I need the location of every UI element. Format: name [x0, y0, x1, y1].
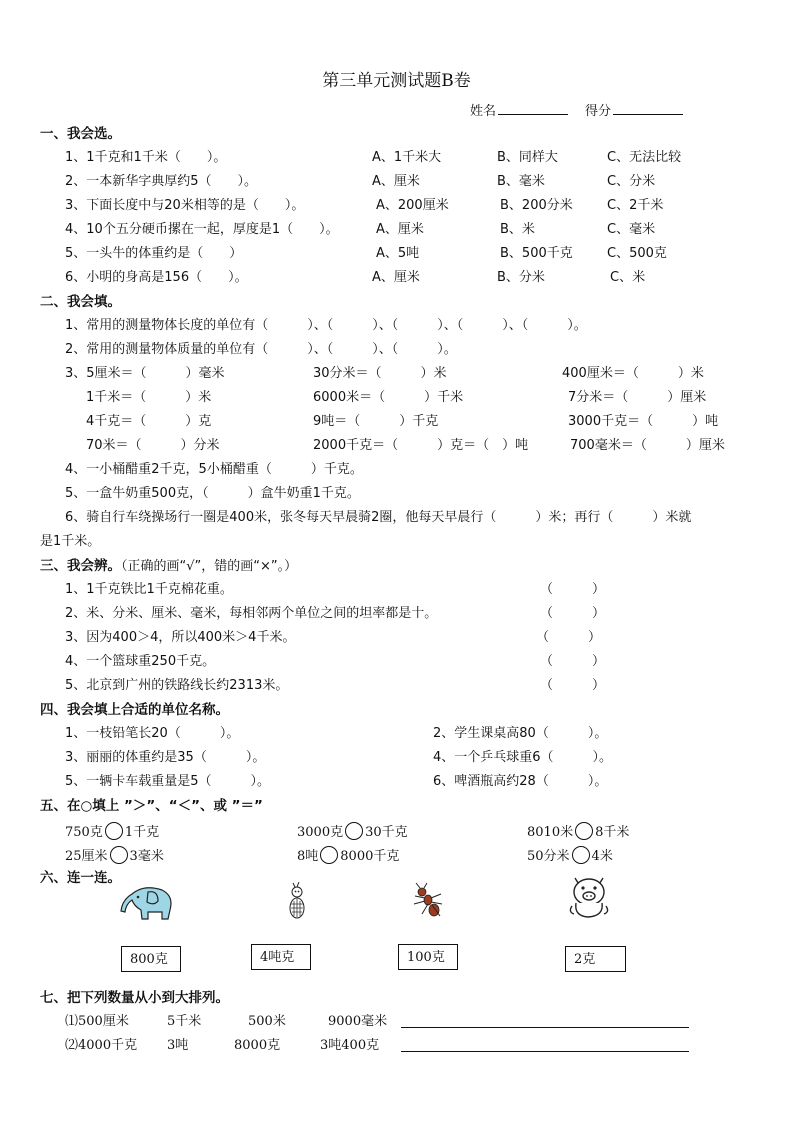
s4-item-1[interactable]: 1、一枝铅笔长20（ ）。 — [65, 726, 240, 741]
s4-item-2[interactable]: 2、学生课桌高80（ ）。 — [433, 726, 608, 741]
s3-item-1: 1、1千克铁比1千克棉花重。 — [65, 582, 233, 597]
s2-q3-r4-c1[interactable]: 70米＝（ ）分米 — [86, 438, 220, 453]
s3-answer-2[interactable]: （ ） — [540, 606, 606, 621]
s1-q2-option-c[interactable]: C、分米 — [607, 174, 656, 189]
compare-circle[interactable] — [572, 846, 590, 864]
section-1-title: 一、我会选。 — [40, 126, 121, 142]
s2-q4[interactable]: 4、一小桶醋重2千克，5小桶醋重（ ）千克。 — [65, 462, 363, 477]
s3-answer-4[interactable]: （ ） — [540, 654, 606, 669]
name-field[interactable]: 姓名 — [470, 102, 568, 120]
s1-q2-option-b[interactable]: B、毫米 — [497, 174, 545, 189]
s7-answer-line-2[interactable] — [401, 1051, 689, 1052]
s7-r1-item-4: 9000毫米 — [328, 1014, 388, 1029]
s1-q4-option-b[interactable]: B、米 — [500, 222, 535, 237]
section-5-title: 五、在○填上 ”＞”、“＜”、或 ”＝” — [40, 798, 263, 814]
s3-item-4: 4、一个篮球重250千克。 — [65, 654, 216, 669]
s1-q3-option-c[interactable]: C、2千米 — [607, 198, 664, 213]
s1-q4-option-c[interactable]: C、毫米 — [607, 222, 656, 237]
s3-answer-5[interactable]: （ ） — [540, 678, 606, 693]
s2-q3-r2-c2[interactable]: 6000米＝（ ）千米 — [313, 390, 464, 405]
s2-q3-r2-c3[interactable]: 7分米＝（ ）厘米 — [568, 390, 707, 405]
s7-r1-item-3: 500米 — [248, 1014, 286, 1029]
s1-q1-option-a[interactable]: A、1千米大 — [372, 150, 442, 165]
compare-circle[interactable] — [110, 846, 128, 864]
s4-item-4[interactable]: 4、一个乒乓球重6（ ）。 — [433, 750, 613, 765]
s5-compare-5: 8吨 8000千克 — [297, 846, 399, 865]
s2-q3-r4-c2[interactable]: 2000千克＝（ ）克＝（ ）吨 — [313, 438, 529, 453]
weight-box-4[interactable]: 2克 — [565, 946, 626, 972]
s1-q3-option-a[interactable]: A、200厘米 — [376, 198, 449, 213]
section-3-title: 三、我会辨。 — [40, 558, 121, 574]
s7-r1-item-1: ⑴500厘米 — [65, 1014, 129, 1029]
s1-q1-option-b[interactable]: B、同样大 — [497, 150, 558, 165]
s2-q3-r1-c1[interactable]: 3、5厘米＝（ ）毫米 — [65, 366, 225, 381]
s1-q3-option-b[interactable]: B、200分米 — [500, 198, 573, 213]
s7-r2-item-4: 3吨400克 — [320, 1038, 380, 1053]
s2-q6-line1[interactable]: 6、骑自行车绕操场行一圈是400米，张冬每天早晨骑2圈，他每天早晨行（ ）米；再行（ ）米就 — [65, 510, 692, 525]
s7-r2-item-3: 8000克 — [234, 1038, 281, 1053]
section-6-title: 六、连一连。 — [40, 870, 121, 886]
s4-item-6[interactable]: 6、啤酒瓶高约28（ ）。 — [433, 774, 608, 789]
s5-compare-1: 750克 1千克 — [65, 822, 159, 841]
section-2-title: 二、我会填。 — [40, 294, 121, 310]
s7-r2-item-1: ⑵4000千克 — [65, 1038, 138, 1053]
page-title: 第三单元测试题B卷 — [322, 71, 471, 91]
s5-compare-4: 25厘米 3毫米 — [65, 846, 164, 865]
section-7-title: 七、把下列数量从小到大排列。 — [40, 990, 229, 1006]
s2-q3-r3-c1[interactable]: 4千克＝（ ）克 — [86, 414, 212, 429]
s1-q4-option-a[interactable]: A、厘米 — [376, 222, 424, 237]
s2-q3-r1-c3[interactable]: 400厘米＝（ ）米 — [562, 366, 704, 381]
s3-item-5: 5、北京到广州的铁路线长约2313米。 — [65, 678, 289, 693]
s2-q3-r1-c2[interactable]: 30分米＝（ ）米 — [313, 366, 447, 381]
score-field[interactable]: 得分 — [585, 102, 683, 120]
s1-q5-option-c[interactable]: C、500克 — [607, 246, 667, 261]
s3-answer-1[interactable]: （ ） — [540, 582, 606, 597]
s1-q5: 5、一头牛的体重约是（ ） — [65, 246, 243, 261]
s4-item-3[interactable]: 3、丽丽的体重约是35（ ）。 — [65, 750, 266, 765]
s1-q1: 1、1千克和1千米（ ）。 — [65, 150, 227, 165]
s2-q6-line2: 是1千米。 — [40, 534, 101, 549]
compare-circle[interactable] — [575, 822, 593, 840]
s2-q3-r2-c1[interactable]: 1千米＝（ ）米 — [86, 390, 212, 405]
s1-q6-option-b[interactable]: B、分米 — [497, 270, 545, 285]
s1-q1-option-c[interactable]: C、无法比较 — [607, 150, 682, 165]
bird-icon[interactable] — [286, 882, 308, 920]
pig-icon[interactable] — [566, 872, 612, 920]
s1-q2: 2、一本新华字典厚约5（ ）。 — [65, 174, 258, 189]
s1-q2-option-a[interactable]: A、厘米 — [372, 174, 420, 189]
s7-r2-item-2: 3吨 — [167, 1038, 189, 1053]
section-3-note: （正确的画“√”，错的画“×”。） — [121, 559, 298, 574]
section-3-header — [40, 558, 297, 575]
compare-circle[interactable] — [105, 822, 123, 840]
weight-box-2[interactable]: 4吨克 — [251, 944, 311, 970]
s7-r1-item-2: 5千米 — [167, 1014, 202, 1029]
s1-q4: 4、10个五分硬币摞在一起，厚度是1（ ）。 — [65, 222, 339, 237]
s5-compare-3: 8010米 8千米 — [527, 822, 629, 841]
s2-q1[interactable]: 1、常用的测量物体长度的单位有（ ）、（ ）、（ ）、（ ）、（ ）。 — [65, 318, 587, 333]
s1-q6-option-a[interactable]: A、厘米 — [372, 270, 420, 285]
s1-q3: 3、下面长度中与20米相等的是（ ）。 — [65, 198, 305, 213]
s1-q5-option-a[interactable]: A、5吨 — [376, 246, 420, 261]
s1-q6: 6、小明的身高是156（ ）。 — [65, 270, 248, 285]
s2-q3-r4-c3[interactable]: 700毫米＝（ ）厘米 — [570, 438, 725, 453]
s4-item-5[interactable]: 5、一辆卡车载重量是5（ ）。 — [65, 774, 271, 789]
elephant-icon[interactable] — [118, 882, 176, 922]
s5-compare-2: 3000克 30千克 — [297, 822, 408, 841]
s1-q5-option-b[interactable]: B、500千克 — [500, 246, 573, 261]
ant-icon[interactable] — [410, 882, 446, 918]
s7-answer-line-1[interactable] — [401, 1027, 689, 1028]
weight-box-1[interactable]: 800克 — [121, 946, 181, 972]
s2-q3-r3-c3[interactable]: 3000千克＝（ ）吨 — [568, 414, 719, 429]
weight-box-3[interactable]: 100克 — [398, 944, 458, 970]
compare-circle[interactable] — [345, 822, 363, 840]
s2-q3-r3-c2[interactable]: 9吨＝（ ）千克 — [313, 414, 439, 429]
s2-q2[interactable]: 2、常用的测量物体质量的单位有（ ）、（ ）、（ ）。 — [65, 342, 457, 357]
s1-q6-option-c[interactable]: C、米 — [610, 270, 646, 285]
s3-answer-3[interactable]: （ ） — [536, 630, 602, 645]
s2-q5[interactable]: 5、一盒牛奶重500克，（ ）盒牛奶重1千克。 — [65, 486, 360, 501]
compare-circle[interactable] — [320, 846, 338, 864]
s3-item-2: 2、米、分米、厘米、毫米，每相邻两个单位之间的坦率都是十。 — [65, 606, 438, 621]
section-4-title: 四、我会填上合适的单位名称。 — [40, 702, 229, 718]
s3-item-3: 3、因为400＞4，所以400米＞4千米。 — [65, 630, 296, 645]
s5-compare-6: 50分米 4米 — [527, 846, 613, 865]
